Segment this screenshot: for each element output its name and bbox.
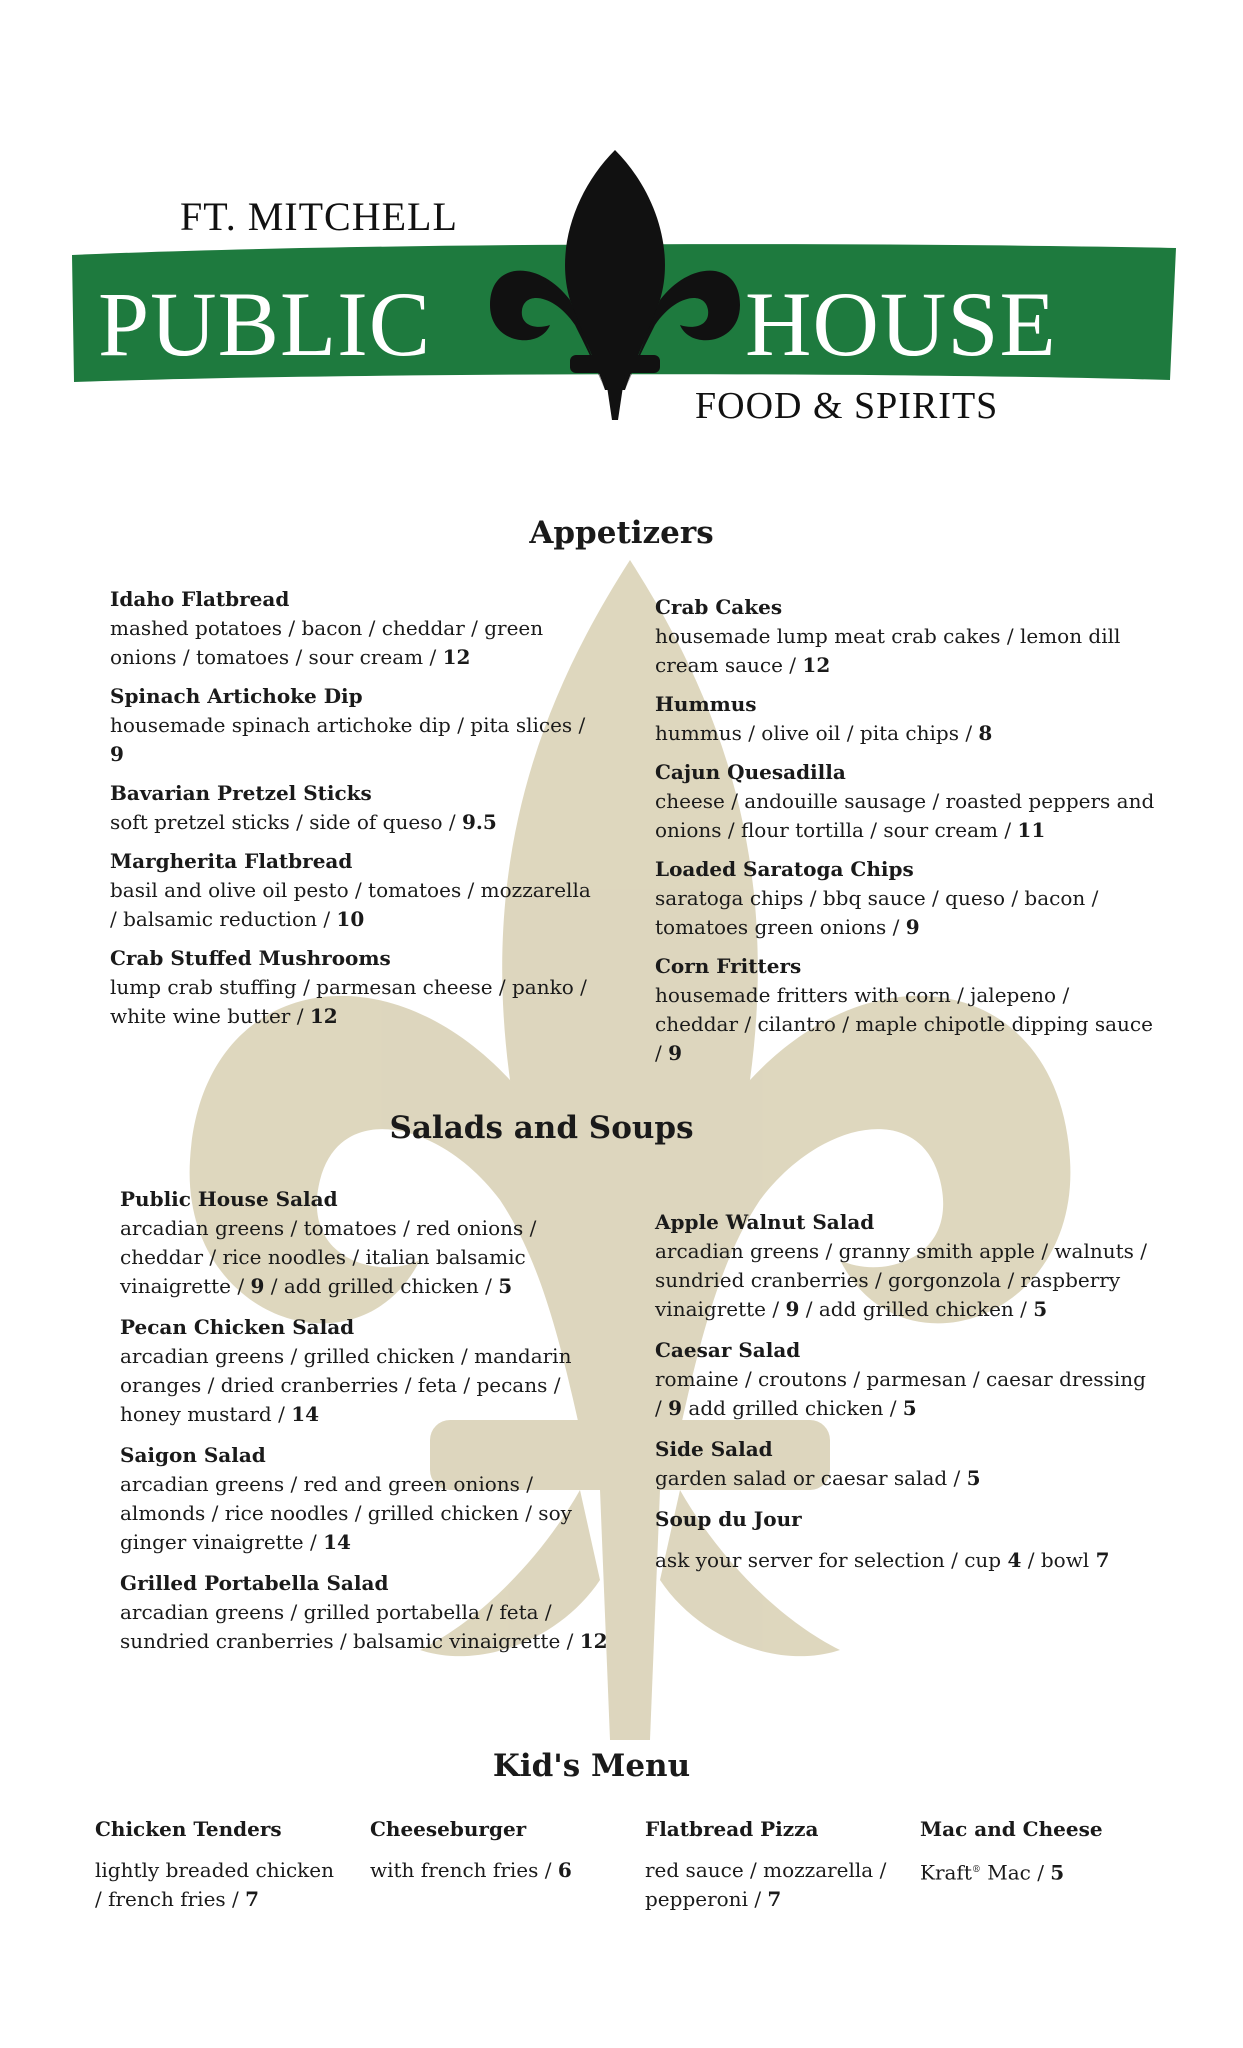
item-description: garden salad or caesar salad / 5: [655, 1466, 981, 1490]
appetizers-right-column: [655, 593, 1155, 1068]
item-name: Apple Walnut Salad: [655, 1210, 875, 1234]
kids-title: Kid's Menu: [492, 1748, 691, 1784]
item-description: arcadian greens / granny smith apple / walnuts / sundried cranberries / gorgonzola / raspberry vinaigrette / 9 / add grilled chicken / 5: [655, 1239, 1148, 1321]
item-price: 9: [905, 915, 920, 939]
kids-item: [645, 1815, 895, 1914]
menu-item: [655, 952, 1155, 1068]
menu-item: [655, 1505, 1155, 1575]
item-description: arcadian greens / grilled chicken / mandarin oranges / dried cranberries / feta / pecans / honey mustard / 14: [120, 1344, 572, 1426]
menu-item: [120, 1185, 610, 1301]
item-price: 8: [978, 721, 993, 745]
item-description: hummus / olive oil / pita chips / 8: [655, 721, 993, 745]
item-description: Kraft® Mac / 5: [920, 1860, 1065, 1885]
item-description: ask your server for selection / cup 4 / bowl 7: [655, 1548, 1110, 1572]
item-name: Corn Fritters: [655, 954, 802, 978]
item-name: Cajun Quesadilla: [655, 760, 846, 784]
item-description: housemade lump meat crab cakes / lemon dill cream sauce / 12: [655, 624, 1121, 677]
item-name: Crab Stuffed Mushrooms: [110, 946, 391, 970]
item-price: 12: [802, 653, 831, 677]
logo-graphic: [70, 150, 1180, 430]
item-description: cheese / andouille sausage / roasted peppers and onions / flour tortilla / sour cream / 11: [655, 789, 1155, 842]
item-name: Hummus: [655, 692, 757, 716]
item-description: saratoga chips / bbq sauce / queso / bacon / tomatoes green onions / 9: [655, 886, 1099, 939]
item-description: soft pretzel sticks / side of queso / 9.5: [110, 810, 497, 834]
kids-item: [370, 1815, 620, 1885]
item-name: Margherita Flatbread: [110, 849, 353, 873]
item-price: 9.5: [461, 810, 497, 834]
menu-item: [655, 1336, 1155, 1423]
menu-item: [655, 855, 1155, 942]
item-name: Chicken Tenders: [95, 1817, 282, 1841]
item-price: 12: [309, 1004, 338, 1028]
salads-right-column: [655, 1208, 1155, 1575]
item-price: 10: [336, 907, 365, 931]
logo: [70, 150, 1180, 430]
item-description: mashed potatoes / bacon / cheddar / green onions / tomatoes / sour cream / 12: [110, 616, 544, 669]
menu-item: [655, 1208, 1155, 1324]
kids-item: [920, 1815, 1170, 1888]
item-description: with french fries / 6: [370, 1858, 572, 1882]
item-name: Cheeseburger: [370, 1817, 527, 1841]
logo-top-line: FT. MITCHELL: [180, 194, 458, 239]
menu-item: [120, 1441, 610, 1557]
fleur-de-lis-icon: [490, 150, 740, 420]
menu-item: [655, 690, 1155, 748]
item-name: Spinach Artichoke Dip: [110, 684, 363, 708]
logo-right-word: HOUSE: [745, 273, 1057, 375]
item-name: Loaded Saratoga Chips: [655, 857, 914, 881]
item-price: 12: [442, 645, 471, 669]
item-description: housemade spinach artichoke dip / pita slices / 9: [110, 713, 586, 766]
salads-left-column: [120, 1185, 610, 1656]
item-name: Soup du Jour: [655, 1507, 802, 1531]
item-name: Side Salad: [655, 1437, 773, 1461]
logo-bottom-line: FOOD & SPIRITS: [695, 385, 999, 427]
salads-title: Salads and Soups: [389, 1110, 694, 1146]
item-name: Pecan Chicken Salad: [120, 1315, 355, 1339]
item-name: Flatbread Pizza: [645, 1817, 819, 1841]
item-description: lump crab stuffing / parmesan cheese / panko / white wine butter / 12: [110, 975, 587, 1028]
menu-item: [110, 779, 600, 837]
item-description: lightly breaded chicken / french fries / 7: [95, 1858, 335, 1911]
item-name: Crab Cakes: [655, 595, 783, 619]
item-description: romaine / croutons / parmesan / caesar dressing / 9 add grilled chicken / 5: [655, 1367, 1146, 1420]
item-name: Caesar Salad: [655, 1338, 801, 1362]
item-description: arcadian greens / red and green onions / almonds / rice noodles / grilled chicken / soy ginger vinaigrette / 14: [120, 1472, 572, 1554]
item-name: Bavarian Pretzel Sticks: [110, 781, 372, 805]
item-description: arcadian greens / grilled portabella / feta / sundried cranberries / balsamic vinaigrette / 12: [120, 1600, 608, 1653]
appetizers-left-column: [110, 585, 600, 1031]
item-price: 9: [668, 1041, 683, 1065]
menu-item: [655, 593, 1155, 680]
item-name: Saigon Salad: [120, 1443, 266, 1467]
logo-left-word: PUBLIC: [98, 273, 432, 375]
appetizers-title: Appetizers: [529, 515, 714, 551]
kids-item: [95, 1815, 345, 1914]
menu-item: [110, 682, 600, 769]
menu-item: [655, 1435, 1155, 1493]
menu-item: [655, 758, 1155, 845]
menu-item: [120, 1569, 610, 1656]
item-description: basil and olive oil pesto / tomatoes / mozzarella / balsamic reduction / 10: [110, 878, 591, 931]
menu-item: [120, 1313, 610, 1429]
menu-item: [110, 944, 600, 1031]
item-name: Mac and Cheese: [920, 1817, 1103, 1841]
item-name: Idaho Flatbread: [110, 587, 290, 611]
menu-item: [110, 847, 600, 934]
item-name: Grilled Portabella Salad: [120, 1571, 389, 1595]
item-description: red sauce / mozzarella / pepperoni / 7: [645, 1858, 887, 1911]
item-price: 11: [1017, 818, 1046, 842]
item-description: housemade fritters with corn / jalepeno / cheddar / cilantro / maple chipotle dipping sauce / 9: [655, 983, 1153, 1065]
item-name: Public House Salad: [120, 1187, 338, 1211]
item-price: 9: [110, 742, 124, 766]
item-description: arcadian greens / tomatoes / red onions / cheddar / rice noodles / italian balsamic vinaigrette / 9 / add grilled chicken / 5: [120, 1216, 537, 1298]
menu-item: [110, 585, 600, 672]
